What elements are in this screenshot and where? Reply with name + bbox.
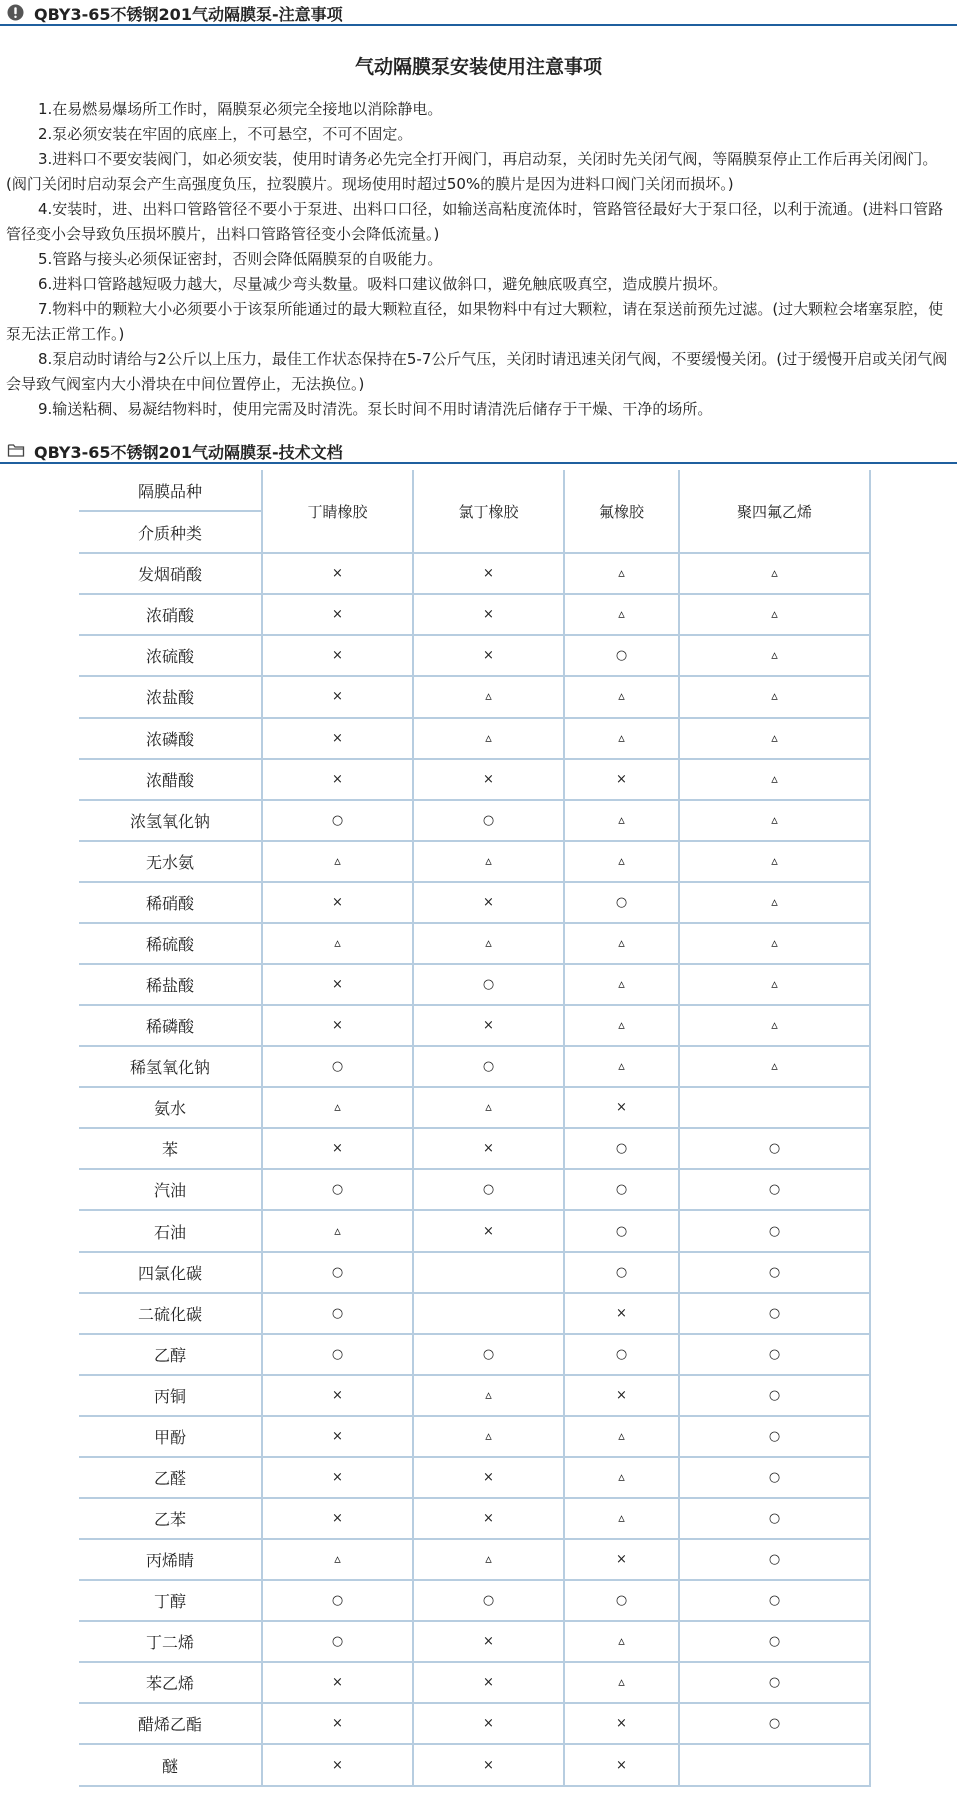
- compat-mark: ○: [679, 1662, 870, 1703]
- table-row: [79, 964, 870, 1005]
- compat-mark: ▵: [679, 553, 870, 594]
- compat-mark: ○: [262, 1621, 413, 1662]
- table-row: [79, 594, 870, 635]
- compat-mark: [679, 1087, 870, 1128]
- compat-mark: ▵: [413, 1375, 564, 1416]
- compat-mark: ○: [564, 882, 679, 923]
- medium-name: 苯: [79, 1128, 262, 1169]
- medium-name: 发烟硝酸: [79, 553, 262, 594]
- table-row: [79, 1498, 870, 1539]
- medium-name: 稀磷酸: [79, 1005, 262, 1046]
- table-row: [79, 1580, 870, 1621]
- compat-mark: ▵: [262, 923, 413, 964]
- compat-mark: ▵: [679, 964, 870, 1005]
- compat-mark: ▵: [564, 1046, 679, 1087]
- compat-mark: ×: [564, 1087, 679, 1128]
- compat-mark: ×: [413, 1210, 564, 1251]
- compat-mark: ○: [679, 1169, 870, 1210]
- compat-mark: ○: [262, 1046, 413, 1087]
- compat-mark: ○: [564, 635, 679, 676]
- table-row: [79, 923, 870, 964]
- table-row: [79, 1416, 870, 1457]
- medium-name: 稀硝酸: [79, 882, 262, 923]
- notice-section-title: QBY3-65不锈钢201气动隔膜泵-注意事项: [34, 5, 343, 24]
- compat-mark: ×: [564, 1375, 679, 1416]
- medium-name: 汽油: [79, 1169, 262, 1210]
- compat-mark: ▵: [413, 923, 564, 964]
- compat-mark: ▵: [679, 1046, 870, 1087]
- medium-name: 丙烯睛: [79, 1539, 262, 1580]
- table-row: [79, 1621, 870, 1662]
- compat-mark: ▵: [679, 759, 870, 800]
- compat-mark: ×: [564, 759, 679, 800]
- medium-name: 氨水: [79, 1087, 262, 1128]
- compat-mark: ×: [262, 1375, 413, 1416]
- medium-name: 丙铜: [79, 1375, 262, 1416]
- compat-mark: ○: [679, 1210, 870, 1251]
- compat-mark: ×: [262, 1498, 413, 1539]
- compat-mark: ○: [564, 1580, 679, 1621]
- compat-mark: [679, 1744, 870, 1786]
- table-row: [79, 1375, 870, 1416]
- notice-item: 8.泵启动时请给与2公斤以上压力，最佳工作状态保持在5-7公斤气压，关闭时请迅速关闭气阀，不要缓慢关闭。(过于缓慢开启或关闭气阀会导致气阀室内大小滑块在中间位置停止，无法换位。): [6, 350, 948, 393]
- table-row: [79, 1252, 870, 1293]
- compat-mark: ×: [413, 1703, 564, 1744]
- compat-mark: ○: [564, 1334, 679, 1375]
- table-row: [79, 841, 870, 882]
- medium-name: 乙苯: [79, 1498, 262, 1539]
- notice-item: 5.管路与接头必须保证密封，否则会降低隔膜泵的自吸能力。: [38, 250, 443, 268]
- compat-mark: ×: [413, 759, 564, 800]
- table-row: [79, 1334, 870, 1375]
- medium-name: 醚: [79, 1744, 262, 1786]
- compat-mark: ○: [262, 800, 413, 841]
- compat-mark: ○: [262, 1293, 413, 1334]
- compat-mark: ○: [564, 1252, 679, 1293]
- compat-mark: ×: [262, 676, 413, 717]
- compat-mark: ×: [413, 1662, 564, 1703]
- compat-mark: ▵: [564, 594, 679, 635]
- compat-mark: ○: [679, 1128, 870, 1169]
- header-row: [79, 470, 870, 511]
- alert-icon: [7, 4, 24, 25]
- compat-mark: ×: [413, 635, 564, 676]
- compat-mark: ○: [679, 1334, 870, 1375]
- compat-mark: ▵: [564, 800, 679, 841]
- compat-mark: ○: [679, 1293, 870, 1334]
- compat-mark: ×: [413, 594, 564, 635]
- compat-mark: ×: [262, 882, 413, 923]
- notice-item: 6.进料口管路越短吸力越大，尽量减少弯头数量。吸料口建议做斜口，避免触底吸真空，造成膜片损坏。: [38, 275, 728, 293]
- compat-mark: ○: [413, 964, 564, 1005]
- compat-mark: ○: [413, 1169, 564, 1210]
- compat-mark: ×: [564, 1539, 679, 1580]
- compat-mark: ×: [262, 759, 413, 800]
- corner-top-label: 隔膜品种: [79, 470, 262, 511]
- table-row: [79, 676, 870, 717]
- compat-mark: ○: [679, 1252, 870, 1293]
- table-row: [79, 882, 870, 923]
- compat-mark: ×: [262, 1416, 413, 1457]
- compat-mark: ×: [262, 1744, 413, 1786]
- compat-mark: ×: [262, 1005, 413, 1046]
- folder-icon: [7, 442, 25, 462]
- compat-mark: ▵: [679, 1005, 870, 1046]
- compat-mark: ○: [679, 1416, 870, 1457]
- medium-name: 浓硫酸: [79, 635, 262, 676]
- compat-mark: ○: [679, 1621, 870, 1662]
- compat-mark: ○: [262, 1169, 413, 1210]
- compat-mark: ×: [413, 1498, 564, 1539]
- notice-item: 1.在易燃易爆场所工作时，隔膜泵必须完全接地以消除静电。: [38, 100, 443, 118]
- medium-name: 稀氢氧化钠: [79, 1046, 262, 1087]
- table-row: [79, 1128, 870, 1169]
- compat-mark: ▵: [564, 1498, 679, 1539]
- compat-mark: ▵: [413, 1087, 564, 1128]
- table-row: [79, 1169, 870, 1210]
- table-row: [79, 1293, 870, 1334]
- table-row: [79, 1744, 870, 1786]
- compat-mark: ×: [413, 1457, 564, 1498]
- compat-mark: ▵: [564, 1662, 679, 1703]
- compat-mark: ▵: [564, 718, 679, 759]
- column-header: 氟橡胶: [564, 470, 679, 553]
- medium-name: 浓硝酸: [79, 594, 262, 635]
- compat-mark: ▵: [413, 1539, 564, 1580]
- compat-mark: ×: [413, 1621, 564, 1662]
- table-row: [79, 1005, 870, 1046]
- compat-mark: ×: [564, 1293, 679, 1334]
- table-row: [79, 1662, 870, 1703]
- table-row: [79, 718, 870, 759]
- compat-mark: ×: [262, 1457, 413, 1498]
- compat-mark: ▵: [679, 718, 870, 759]
- column-header: 聚四氟乙烯: [679, 470, 870, 553]
- medium-name: 四氯化碳: [79, 1252, 262, 1293]
- medium-name: 浓醋酸: [79, 759, 262, 800]
- compat-mark: ×: [262, 1128, 413, 1169]
- notice-item: 2.泵必须安装在牢固的底座上，不可悬空，不可不固定。: [38, 125, 413, 143]
- medium-name: 无水氨: [79, 841, 262, 882]
- table-row: [79, 553, 870, 594]
- compat-mark: ×: [262, 553, 413, 594]
- medium-name: 乙醛: [79, 1457, 262, 1498]
- medium-name: 稀盐酸: [79, 964, 262, 1005]
- compat-mark: ▵: [679, 635, 870, 676]
- compat-mark: ▵: [413, 676, 564, 717]
- medium-name: 丁二烯: [79, 1621, 262, 1662]
- compat-mark: ▵: [564, 676, 679, 717]
- table-row: [79, 1210, 870, 1251]
- compat-mark: ▵: [679, 800, 870, 841]
- medium-name: 浓磷酸: [79, 718, 262, 759]
- compat-mark: ▵: [413, 718, 564, 759]
- compat-mark: ×: [262, 964, 413, 1005]
- compat-mark: ○: [413, 1046, 564, 1087]
- compat-mark: ×: [564, 1703, 679, 1744]
- compat-mark: ○: [679, 1703, 870, 1744]
- notice-item: 9.输送粘稠、易凝结物料时，使用完需及时清洗。泵长时间不用时请清洗后储存于干燥、干净的场所。: [38, 400, 713, 418]
- table-row: [79, 1703, 870, 1744]
- compat-mark: ▵: [564, 923, 679, 964]
- compat-mark: ○: [679, 1375, 870, 1416]
- compat-mark: [413, 1293, 564, 1334]
- compat-mark: ▵: [262, 1087, 413, 1128]
- medium-name: 苯乙烯: [79, 1662, 262, 1703]
- medium-name: 稀硫酸: [79, 923, 262, 964]
- compat-mark: ▵: [679, 676, 870, 717]
- table-row: [79, 1046, 870, 1087]
- compat-mark: ○: [413, 1334, 564, 1375]
- table-row: [79, 1457, 870, 1498]
- compat-mark: ○: [679, 1580, 870, 1621]
- compat-mark: ▵: [262, 841, 413, 882]
- compatibility-table: [79, 470, 871, 1787]
- compat-mark: ▵: [564, 964, 679, 1005]
- compat-mark: ▵: [564, 1621, 679, 1662]
- compat-mark: ○: [262, 1580, 413, 1621]
- compat-mark: ○: [262, 1252, 413, 1293]
- compat-mark: ○: [564, 1128, 679, 1169]
- notice-section-header: [0, 0, 957, 26]
- medium-name: 浓盐酸: [79, 676, 262, 717]
- column-header: 丁睛橡胶: [262, 470, 413, 553]
- compat-mark: ▵: [564, 1416, 679, 1457]
- compat-mark: ○: [679, 1457, 870, 1498]
- compat-mark: ▵: [564, 841, 679, 882]
- table-row: [79, 800, 870, 841]
- notice-item: 3.进料口不要安装阀门，如必须安装，使用时请务必先完全打开阀门，再启动泵，关闭时先关闭气阀，等隔膜泵停止工作后再关闭阀门。(阀门关闭时启动泵会产生高强度负压，拉裂膜片。现场使用时超过50%的膜片是因为进料口阀门关闭而损坏。): [6, 150, 938, 193]
- compat-mark: ▵: [564, 1457, 679, 1498]
- compat-mark: ▵: [564, 553, 679, 594]
- compat-mark: [413, 1252, 564, 1293]
- compat-mark: ○: [679, 1539, 870, 1580]
- compat-mark: ○: [564, 1210, 679, 1251]
- compat-mark: ▵: [679, 841, 870, 882]
- compat-mark: ×: [262, 594, 413, 635]
- compat-mark: ×: [413, 882, 564, 923]
- compat-mark: ×: [262, 1662, 413, 1703]
- medium-name: 二硫化碳: [79, 1293, 262, 1334]
- medium-name: 石油: [79, 1210, 262, 1251]
- medium-name: 甲酚: [79, 1416, 262, 1457]
- medium-name: 丁醇: [79, 1580, 262, 1621]
- tech-section-title: QBY3-65不锈钢201气动隔膜泵-技术文档: [34, 443, 343, 462]
- compat-mark: ▵: [262, 1210, 413, 1251]
- column-header: 氯丁橡胶: [413, 470, 564, 553]
- medium-name: 醋烯乙酯: [79, 1703, 262, 1744]
- compat-mark: ×: [564, 1744, 679, 1786]
- compat-mark: ×: [413, 1128, 564, 1169]
- notice-item: 4.安装时，进、出料口管路管径不要小于泵进、出料口口径，如输送高粘度流体时，管路管径最好大于泵口径，以利于流通。(进料口管路管径变小会导致负压损坏膜片，出料口管路管径变小会降低流量。): [6, 200, 944, 243]
- compat-mark: ▵: [679, 594, 870, 635]
- table-row: [79, 1539, 870, 1580]
- compat-mark: ▵: [413, 1416, 564, 1457]
- compat-mark: ×: [413, 553, 564, 594]
- compat-mark: ▵: [564, 1005, 679, 1046]
- compat-mark: ×: [413, 1005, 564, 1046]
- compat-mark: ○: [679, 1498, 870, 1539]
- compat-mark: ×: [262, 1703, 413, 1744]
- table-row: [79, 1087, 870, 1128]
- compat-mark: ×: [262, 635, 413, 676]
- medium-name: 浓氢氧化钠: [79, 800, 262, 841]
- compat-mark: ○: [262, 1334, 413, 1375]
- compat-mark: ▵: [679, 882, 870, 923]
- compat-mark: ×: [262, 718, 413, 759]
- compat-mark: ▵: [413, 841, 564, 882]
- compat-mark: ×: [413, 1744, 564, 1786]
- notice-list: [6, 97, 950, 422]
- compat-mark: ▵: [262, 1539, 413, 1580]
- corner-bottom-label: 介质种类: [79, 511, 262, 553]
- tech-section-header: [0, 438, 957, 464]
- compat-mark: ○: [413, 1580, 564, 1621]
- medium-name: 乙醇: [79, 1334, 262, 1375]
- table-row: [79, 635, 870, 676]
- compat-mark: ▵: [679, 923, 870, 964]
- compat-mark: ○: [564, 1169, 679, 1210]
- compat-mark: ○: [413, 800, 564, 841]
- table-row: [79, 759, 870, 800]
- notice-heading: 气动隔膜泵安装使用注意事项: [354, 56, 602, 78]
- notice-item: 7.物料中的颗粒大小必须要小于该泵所能通过的最大颗粒直径，如果物料中有过大颗粒，请在泵送前预先过滤。(过大颗粒会堵塞泵腔，使泵无法正常工作。): [6, 300, 944, 343]
